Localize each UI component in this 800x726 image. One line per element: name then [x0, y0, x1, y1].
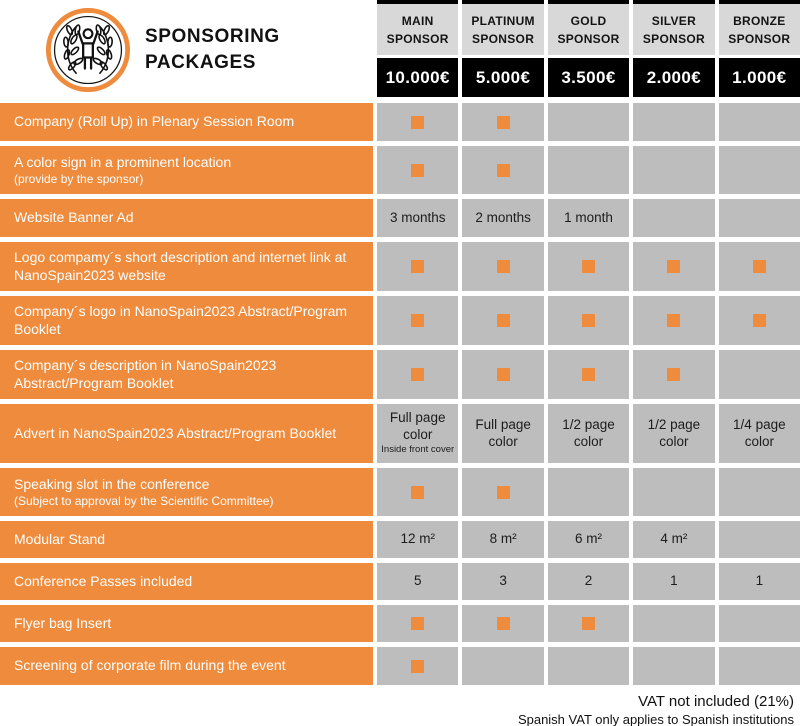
cell-text: 4 m²	[660, 531, 688, 547]
row-label	[0, 468, 373, 516]
row-label	[0, 103, 373, 141]
row-label-text: Flyer bag Insert	[14, 614, 112, 631]
tier-word: SPONSOR	[386, 31, 449, 46]
included-square-icon	[411, 660, 424, 673]
included-square-icon	[497, 116, 510, 129]
cell-silver	[633, 563, 714, 600]
tier-word: SPONSOR	[472, 31, 535, 46]
cell-text: 8 m²	[489, 531, 517, 547]
cell-gold	[548, 404, 629, 463]
included-square-icon	[667, 314, 680, 327]
cell-main	[377, 521, 458, 558]
row-label	[0, 521, 373, 558]
included-square-icon	[411, 368, 424, 381]
included-square-icon	[667, 260, 680, 273]
cell-platinum	[462, 647, 543, 685]
tier-name: GOLD	[570, 13, 607, 28]
cell-platinum	[462, 404, 543, 463]
cell-platinum	[462, 103, 543, 141]
row-label-text: A color sign in a prominent location	[14, 154, 232, 171]
price-bronze: 1.000€	[719, 58, 800, 97]
cell-gold	[548, 103, 629, 141]
included-square-icon	[753, 260, 766, 273]
vat-scope-note: Spanish VAT only applies to Spanish institutions	[517, 711, 794, 726]
row-label-text: Logo compamy´s short description and internet link at NanoSpain2023 website	[14, 249, 347, 283]
cell-text: Full page color	[389, 410, 446, 443]
row-label	[0, 242, 373, 291]
cell-silver	[633, 103, 714, 141]
included-square-icon	[582, 368, 595, 381]
cell-text: 1/4 page color	[733, 416, 786, 449]
cell-bronze	[719, 521, 800, 558]
cell-gold	[548, 296, 629, 345]
included-square-icon	[497, 617, 510, 630]
vat-note: VAT not included (21%)	[638, 693, 794, 710]
cell-main	[377, 404, 458, 463]
row-label-text: Company (Roll Up) in Plenary Session Room	[14, 113, 295, 130]
row-label-text: Company´s logo in NanoSpain2023 Abstract/Program Booklet	[14, 303, 348, 337]
price-silver: 2.000€	[633, 58, 714, 97]
row-label	[0, 350, 373, 399]
table-row	[0, 350, 800, 399]
row-label	[0, 404, 373, 463]
laurel-wreath-person-icon	[44, 6, 132, 94]
cell-platinum	[462, 563, 543, 600]
row-label	[0, 605, 373, 642]
included-square-icon	[753, 314, 766, 327]
cell-text: 1 month	[564, 209, 613, 225]
cell-main	[377, 563, 458, 600]
cell-bronze	[719, 563, 800, 600]
table-row	[0, 647, 800, 685]
table-row	[0, 605, 800, 642]
cell-silver	[633, 605, 714, 642]
cell-text: 6 m²	[575, 531, 603, 547]
row-label-text: Speaking slot in the conference	[14, 476, 210, 493]
cell-platinum	[462, 199, 543, 237]
cell-platinum	[462, 350, 543, 399]
feature-rows	[0, 103, 800, 685]
included-square-icon	[582, 260, 595, 273]
cell-bronze	[719, 647, 800, 685]
row-label-text: Conference Passes included	[14, 572, 193, 589]
cell-main	[377, 296, 458, 345]
cell-main	[377, 199, 458, 237]
cell-bronze	[719, 296, 800, 345]
cell-gold	[548, 146, 629, 194]
cell-gold	[548, 521, 629, 558]
cell-platinum	[462, 521, 543, 558]
cell-text: 3	[499, 573, 507, 589]
tier-name: SILVER	[651, 13, 697, 28]
cell-gold	[548, 605, 629, 642]
cell-gold	[548, 199, 629, 237]
cell-main	[377, 103, 458, 141]
brand-header	[0, 0, 373, 99]
cell-text: 1	[755, 573, 764, 589]
row-sublabel-text: (Subject to approval by the Scientific Committee)	[14, 493, 274, 508]
column-header-main	[377, 0, 458, 55]
table-row	[0, 199, 800, 237]
cell-bronze	[719, 103, 800, 141]
cell-main	[377, 647, 458, 685]
table-row	[0, 404, 800, 463]
cell-main	[377, 350, 458, 399]
included-square-icon	[411, 314, 424, 327]
cell-silver	[633, 296, 714, 345]
cell-silver	[633, 521, 714, 558]
page-title-line1: SPONSORING	[145, 25, 280, 47]
cell-platinum	[462, 242, 543, 291]
cell-bronze	[719, 468, 800, 516]
table-row	[0, 242, 800, 291]
table-row	[0, 146, 800, 194]
cell-main	[377, 468, 458, 516]
cell-silver	[633, 647, 714, 685]
cell-silver	[633, 146, 714, 194]
footer-note	[0, 692, 800, 726]
row-label-text: Website Banner Ad	[14, 209, 134, 226]
row-label	[0, 296, 373, 345]
cell-text: 2 months	[475, 209, 531, 225]
cell-text: 1/2 page color	[647, 416, 701, 449]
row-label	[0, 563, 373, 600]
cell-gold	[548, 563, 629, 600]
cell-bronze	[719, 199, 800, 237]
cell-gold	[548, 350, 629, 399]
table-row	[0, 296, 800, 345]
tier-word: SPONSOR	[728, 31, 791, 46]
cell-text: 12 m²	[400, 531, 435, 547]
cell-bronze	[719, 350, 800, 399]
cell-silver	[633, 468, 714, 516]
cell-silver	[633, 350, 714, 399]
cell-platinum	[462, 468, 543, 516]
cell-text: 1/2 page color	[562, 416, 615, 449]
cell-silver	[633, 404, 714, 463]
price-main: 10.000€	[377, 58, 458, 97]
included-square-icon	[667, 368, 680, 381]
row-label-text: Company´s description in NanoSpain2023 Abstract/Program Booklet	[14, 357, 277, 391]
column-header-silver	[633, 0, 714, 55]
row-label-text: Advert in NanoSpain2023 Abstract/Program Booklet	[14, 424, 337, 441]
column-header-gold	[548, 0, 629, 55]
table-row	[0, 468, 800, 516]
table-row	[0, 521, 800, 558]
row-label-text: Screening of corporate film during the event	[14, 657, 286, 674]
included-square-icon	[411, 116, 424, 129]
row-sublabel-text: (provide by the sponsor)	[14, 171, 144, 186]
cell-platinum	[462, 296, 543, 345]
included-square-icon	[411, 164, 424, 177]
cell-bronze	[719, 242, 800, 291]
cell-main	[377, 605, 458, 642]
cell-note: Inside front cover	[381, 444, 455, 456]
cell-main	[377, 146, 458, 194]
cell-text: 1	[670, 573, 678, 589]
included-square-icon	[497, 164, 510, 177]
cell-text: 2	[584, 573, 593, 589]
row-label	[0, 647, 373, 685]
cell-gold	[548, 242, 629, 291]
cell-silver	[633, 199, 714, 237]
tier-name: BRONZE	[733, 13, 786, 28]
tier-name: PLATINUM	[471, 13, 535, 28]
cell-bronze	[719, 404, 800, 463]
cell-platinum	[462, 605, 543, 642]
row-label	[0, 199, 373, 237]
cell-text: 3 months	[389, 209, 446, 225]
included-square-icon	[582, 617, 595, 630]
tier-name: MAIN	[401, 13, 434, 28]
included-square-icon	[497, 486, 510, 499]
column-header-platinum	[462, 0, 543, 55]
page-title-line2: PACKAGES	[145, 51, 257, 73]
cell-bronze	[719, 605, 800, 642]
tier-word: SPONSOR	[642, 31, 705, 46]
row-label-text: Modular Stand	[14, 530, 106, 547]
table-row	[0, 103, 800, 141]
cell-main	[377, 242, 458, 291]
cell-bronze	[719, 146, 800, 194]
cell-text: 5	[413, 573, 422, 589]
page-title	[145, 24, 280, 75]
included-square-icon	[411, 617, 424, 630]
cell-platinum	[462, 146, 543, 194]
cell-silver	[633, 242, 714, 291]
cell-gold	[548, 647, 629, 685]
row-label	[0, 146, 373, 194]
included-square-icon	[497, 368, 510, 381]
included-square-icon	[411, 486, 424, 499]
included-square-icon	[497, 314, 510, 327]
tier-word: SPONSOR	[557, 31, 620, 46]
price-platinum: 5.000€	[462, 58, 543, 97]
cell-gold	[548, 468, 629, 516]
included-square-icon	[497, 260, 510, 273]
included-square-icon	[582, 314, 595, 327]
cell-text: Full page color	[475, 416, 531, 449]
table-row	[0, 563, 800, 600]
price-gold: 3.500€	[548, 58, 629, 97]
column-header-bronze	[719, 0, 800, 55]
included-square-icon	[411, 260, 424, 273]
